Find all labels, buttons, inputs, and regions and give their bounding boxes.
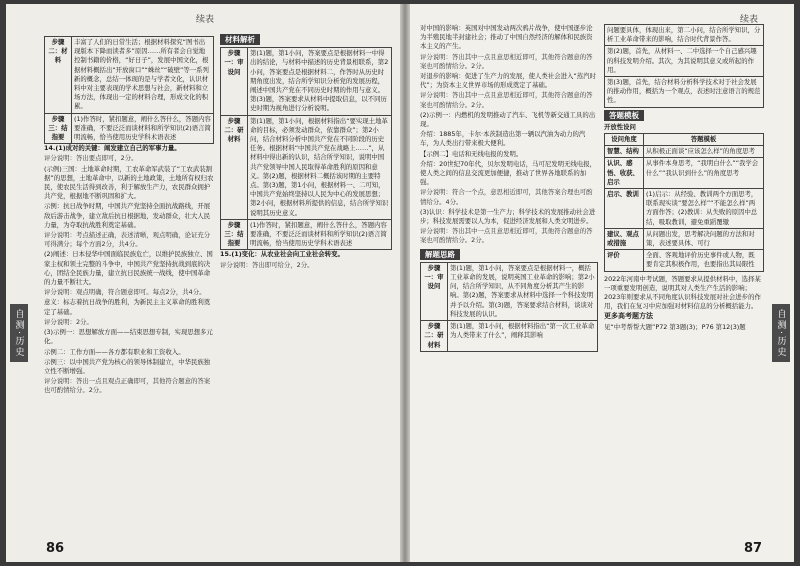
table-header-row <box>605 134 764 146</box>
table-row <box>605 146 764 158</box>
right-column-1 <box>420 24 598 352</box>
table-cell: 评价 <box>605 250 644 271</box>
score-note: 评分说明：答出其中一点且意思相近即可，其他符合题意的答案也可酌情给分。2分。 <box>420 52 593 70</box>
answer-text: (示例)三国：土地革命时期，工农革命军武装了“工农武装割据”的思想，土地革命中，以新的土地政策，土地所有权归农民，使农民生活得到改善，利于解放生产力，农民群众拥护共产党，根据地不断巩固和扩大。 <box>44 164 214 201</box>
table-row <box>45 37 214 114</box>
right-page-number: 87 <box>744 541 763 556</box>
score-note: 评分说明：答出其中一点且意思相近即可，其他符合题意的答案也可酌情给分。2分。 <box>420 227 593 245</box>
table-cell: 从事件本身思考，“我明白什么”“我学会什么”“我认识到什么”的角度思考 <box>644 158 764 189</box>
exam-note: 2022年河南中考试题，答题要求从提供材料中，选择某一项重要发明创造，说明其对人类生产生活的影响；2023年则要求从不同角度认识科技发展对社会进步的作用，我们在复习中应加强对材料信息的分析概括能力。 <box>604 274 761 311</box>
table-row <box>45 113 214 144</box>
table-row <box>605 189 764 229</box>
step-text: 丰富了人们的日常生活；根据材料探究“图书出现版本下降而读者多”原因……所有者会自觉地控制书籍的价格，“好日子”，发展中国文化，根据材料概括出“开放窗口”“蛛丝”“破壁”等一系列新的概念，总结一体现的是与学者文化，认识材料中对主要表现的学术思想与社会，新材料和立场方法，体现出一定的材料合理，形成文化的积累。 <box>72 37 214 114</box>
table-row <box>221 219 392 250</box>
score-note: 评分说明：观点明确，符合题意即可。每点2分，共4分。 <box>44 288 206 297</box>
left-side-tab: 自测·历史 <box>10 304 28 362</box>
table-row <box>421 321 598 352</box>
step-label: 步骤一：审设问 <box>421 262 448 320</box>
left-page-number: 86 <box>46 541 65 556</box>
score-note: 评分说明：答出一点且观点正确即可，其他符合题意的答案也可酌情给分。2分。 <box>44 377 211 395</box>
table-row <box>605 46 764 77</box>
answer-text: (3)示例一：思想解放方面——结束思想专制，实现思想多元化。 <box>44 328 213 346</box>
table-row <box>421 262 598 320</box>
answer-text: 【示例二】电话和无线电报的发明。 <box>420 149 523 158</box>
step-text: 第(1)题，第1小问，根据材料指出“要实现土地革命的目标，必须发动群众，依靠群众”；第2小问，结合材料分析中国共产党在不同阶段的历史任务。根据材料“中国共产党在战略上……”，从材料中得出新的认识，结合所学知识，说明中国共产党领导中国人民取得革命胜利的原因和意义。第(2)题，根据材料二概括该时期的主要特点。第(3)题，第1小问，根据材料一、二可知，中国共产党始终坚持以人民为中心的发展思想；第2小问，根据材料所提供的信息，结合所学知识说明其历史意义。 <box>248 115 392 219</box>
book-gutter <box>400 4 410 562</box>
left-steps-table <box>44 36 214 144</box>
left-page <box>6 4 400 562</box>
answer-text: (2)示例一：内燃机的发明推动了汽车、飞机等新交通工具的出现。 <box>420 110 596 129</box>
answer-text: 介绍：20世纪70年代，贝尔发明电话，马可尼发明无线电报，使人类之间的信息交流更加便捷，推动了世界各地联系的加强。 <box>420 159 597 187</box>
table-row <box>605 250 764 271</box>
table-cell: 全面、客观地评价历史事件或人物，既要肯定其积极作用，也要指出其局限性 <box>644 250 764 271</box>
right-header: 续表 <box>740 15 759 25</box>
score-note: 评分说明：考点描述正确，表述清晰，观点明确，论证充分可得满分；每个方面2分，共4分。 <box>44 231 211 249</box>
template-table <box>604 133 764 272</box>
table-row <box>605 25 764 46</box>
right-column-2 <box>604 24 764 333</box>
step-label: 步骤二：研材料 <box>221 115 248 219</box>
step-label: 步骤二：材料 <box>45 37 72 114</box>
answer-text: 示例三：以中国共产党为核心的领导体制建立，中华民族独立性不断增强。 <box>44 357 211 375</box>
answer-text: 对退步的影响：促进了生产力的发展，使人类社会进入“蒸汽时代”；为资本主义世界市场的形成奠定了基础。 <box>420 72 596 90</box>
middle-column <box>220 32 392 271</box>
table-cell: (1)启示：从经验、教训两个方面思考，联系现实谈“要怎么样”“不能怎么样”两方面作答；(2)教训：从失败的原因中总结，吸取教训，避免重蹈覆辙 <box>644 189 764 229</box>
table-cell: 启示、教训 <box>605 189 644 229</box>
step-text: 第(1)题，第1小问，根据材料指出“第一次工业革命为人类带来了什么”，阐释其影响 <box>448 321 598 352</box>
right-steps-table <box>420 262 598 352</box>
step-text: 问题要具体，体现出来，第二小问，结合所学知识，分析工业革命带来的影响，结合时代背景作答。 <box>605 25 764 46</box>
step-label: 步骤三：结指要 <box>221 219 248 250</box>
right-side-tab: 自测·历史 <box>772 304 790 362</box>
answer-text: (2)阐述：日本侵华中国面临民族危亡，以维护民族独立、国家主权和领土完整的斗争中，中国共产党坚持抗战到底的决心，团结全民族力量，建立抗日民族统一战线，使中国革命的力量不断壮大。 <box>44 250 213 287</box>
step-text: 第(1)题，第1小问，答案要点是根据材料一中得出的结论，与材料中描述的历史背景相联系，第2小问，答案要点是根据材料二，作答时从历史时期角度出发，结合所学知识分析党的发展历程，阐述中国共产党在不同历史时期的作用与意义。第(3)题，答案要求从材料中提取信息，以不同历史时期为视角进行分析说明。 <box>248 48 392 115</box>
table-cell: 认识、感悟、收获、启示 <box>605 158 644 189</box>
section-title: 解题思路 <box>420 249 460 260</box>
column-header: 设问角度 <box>605 134 644 146</box>
step-text: (1)作答时，紧扣题意，阐什么答什么，答题内容要准确，不要泛泛而谈材料和所学知识(2)语言简明流畅，恰当使用历史学科术语表述 <box>72 113 214 144</box>
left-column <box>44 36 214 397</box>
subheading: 开放性设问 <box>604 122 636 131</box>
right-page <box>410 4 794 562</box>
table-row <box>221 48 392 115</box>
step-text: 第(3)题，首先，结合材料分析科学技术对于社会发展的推动作用，概括为一个观点，表述时注意语言的规范性。 <box>605 77 764 108</box>
table-cell: 从积极正面谈“应该怎么样”的角度思考 <box>644 146 764 158</box>
answer-text: 意义：标志着抗日战争的胜利，为新民主主义革命的胜利奠定了基础。 <box>44 298 211 316</box>
answer-text: 示例：抗日战争时期，中国共产党坚持全面抗战路线，开展敌后游击战争，建立敌后抗日根据地，发动群众，壮大人民力量，为夺取抗战胜利奠定基础。 <box>44 202 211 229</box>
table-cell: 建议、观点或措施 <box>605 228 644 249</box>
table-row <box>221 115 392 219</box>
step-text: (1)作答时，紧扣题意，阐什么答什么，答题内容要准确，不要泛泛而谈材料和所学知识(2)语言简明流畅，恰当使用历史学科术语表述 <box>248 219 392 250</box>
score-note: 评分说明：答出要点即可，2分。 <box>44 154 138 163</box>
answer-text: 介绍：1885年，卡尔·本茨制造出第一辆以汽油为动力的汽车，为人类出行带来极大便利。 <box>420 130 586 148</box>
table-cell: 从问题出发，思考解决问题的方法和对策，表述要具体、可行 <box>644 228 764 249</box>
score-note: 评分说明：答出即可给分，2分。 <box>220 260 314 269</box>
score-note: 评分说明：符合一个点，意思相近即可，其他答案合理也可酌情给分。4分。 <box>420 188 593 206</box>
table-row <box>605 77 764 108</box>
continued-table <box>604 24 764 108</box>
step-text: 第(2)题，首先，从材料一、二中选择一个自己感兴趣的科技发明介绍。其次，为其说明其意义或所起的作用。 <box>605 46 764 77</box>
answer-text: (3)认识：科学技术是第一生产力；科学技术的发展推动社会进步；科技发展需要以人为本，促进经济发展和人类文明进步。 <box>420 207 596 226</box>
score-note: 评分说明：答出其中一点且意思相近即可，其他符合题意的答案也可酌情给分。2分。 <box>420 91 593 109</box>
table-row <box>605 158 764 189</box>
q14-title: 14.(1)成对的关键：阐发建立自己的军事力量。 <box>44 144 181 153</box>
middle-steps-table <box>220 47 392 250</box>
answer-text: 示例二：工作方面——各方都有职业和工资收入。 <box>44 347 185 356</box>
section-title: 材料解析 <box>220 34 260 45</box>
section-title: 答题模板 <box>604 110 644 121</box>
more-methods-ref: 见“中考帮帮大题”P72 第3题(3)；P76 第12(3)题 <box>604 322 746 331</box>
table-row <box>605 228 764 249</box>
step-label: 步骤一：审设问 <box>221 48 248 115</box>
answer-text: 对中国的影响：英国对中国发动两次鸦片战争，使中国逐步沦为半殖民地半封建社会；推动了中国自然经济的解体和民族资本主义的产生。 <box>420 24 593 51</box>
step-label: 步骤二：研材料 <box>421 321 448 352</box>
book-spread <box>6 4 794 562</box>
left-header: 续表 <box>196 15 215 25</box>
step-text: 第(1)题，第1小问，答案要点是根据材料一，概括工业革命的发展，说明英国工业革命的影响；第2小问，结合所学知识，从不同角度分析其产生的影响。第(2)题，答案要求从材料中选择一个科技发明并予以介绍。第(3)题，答案要求结合材料，谈谈对科技发展的认识。 <box>448 262 598 320</box>
step-label: 步骤三：结指要 <box>45 113 72 144</box>
score-note: 评分说明：2分。 <box>44 317 93 326</box>
table-cell: 智慧、结构 <box>605 146 644 158</box>
column-header: 答题模板 <box>644 134 764 146</box>
more-methods-title: 更多高考题方法 <box>604 312 653 321</box>
q15-title: 15.(1)变化：从农业社会向工业社会转变。 <box>220 250 344 259</box>
